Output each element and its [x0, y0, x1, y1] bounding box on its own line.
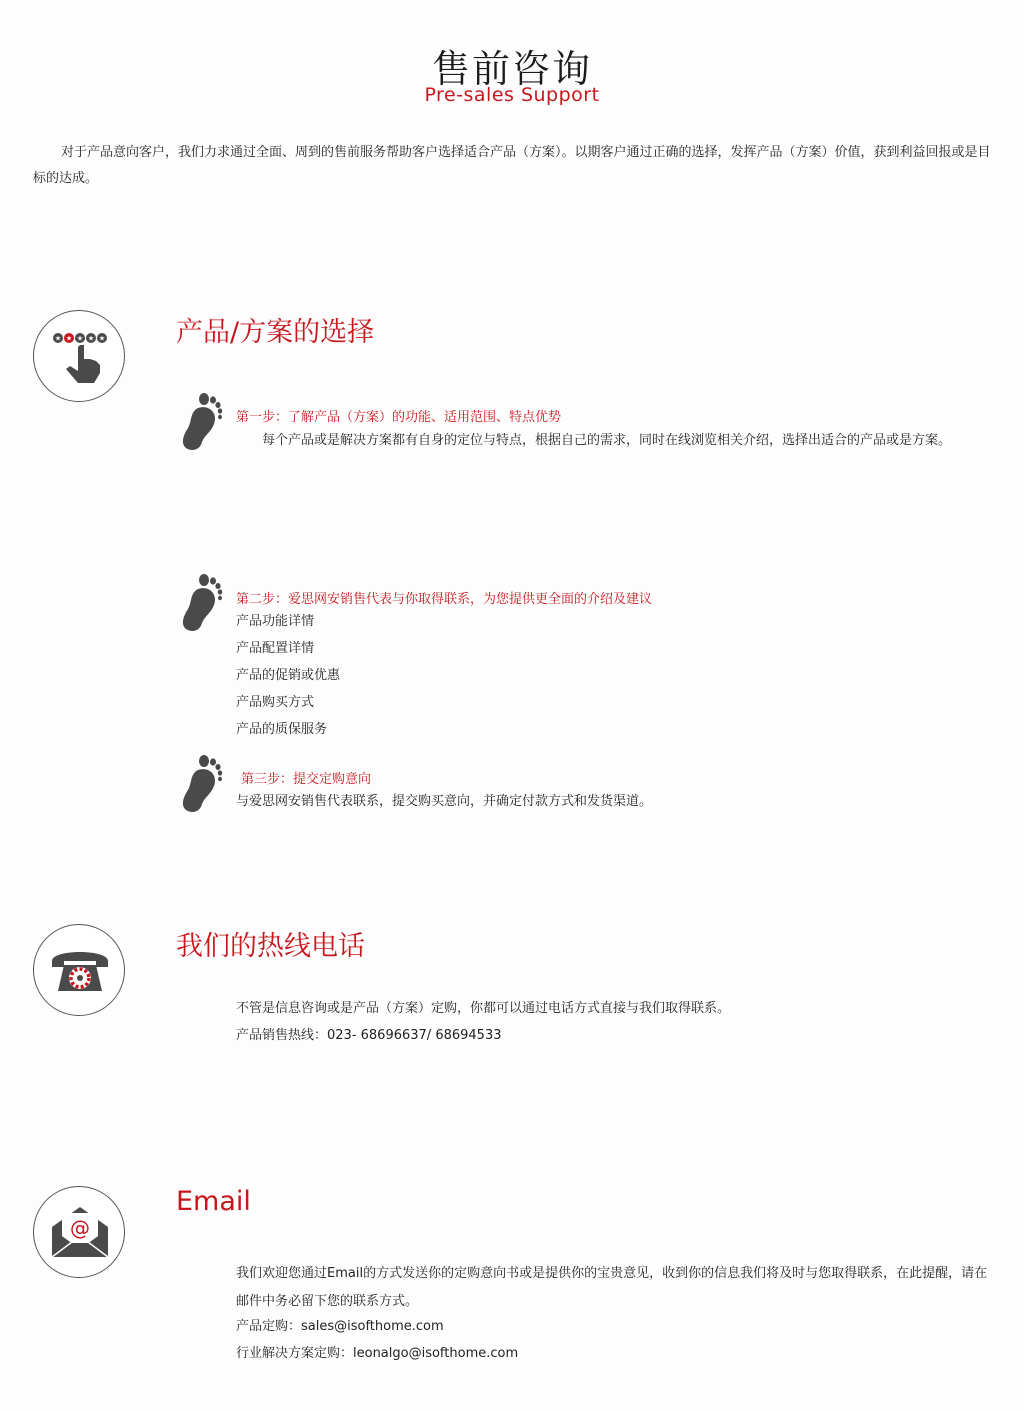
step1-title: 第一步：了解产品（方案）的功能、适用范围、特点优势: [236, 410, 562, 425]
footprint-icon: [178, 390, 224, 454]
svg-text:★: ★: [87, 334, 95, 343]
step1-body: 每个产品或是解决方案都有自身的定位与特点，根据自己的需求，同时在线浏览相关介绍，选择出适合的产品或是方案。: [262, 433, 952, 448]
step3-title: 第三步：提交定购意向: [241, 772, 372, 787]
email-sales-line: 产品定购：sales@isofthome.com: [236, 1319, 444, 1334]
email-industry-line: 行业解决方案定购：leonalgo@isofthome.com: [236, 1346, 519, 1361]
hotline-number: 产品销售热线：023- 68696637/ 68694533: [236, 1028, 502, 1043]
footprint-icon: [178, 571, 224, 635]
svg-text:@: @: [70, 1216, 90, 1240]
telephone-icon: [33, 924, 125, 1016]
list-item: 产品的促销或优惠: [236, 668, 341, 683]
list-item: 产品的质保服务: [236, 722, 328, 737]
svg-text:★: ★: [76, 334, 84, 343]
svg-text:★: ★: [98, 334, 106, 343]
step2-list: [236, 608, 340, 743]
step2-title: 第二步：爱思网安销售代表与你取得联系，为您提供更全面的介绍及建议: [236, 592, 653, 607]
intro-paragraph: 对于产品意向客户，我们力求通过全面、周到的售前服务帮助客户选择适合产品（方案）。以期客户通过正确的选择，发挥产品（方案）价值，获到利益回报或是目标的达成。: [33, 145, 991, 186]
section-heading-hotline: 我们的热线电话: [176, 931, 365, 962]
hotline-description: 不管是信息咨询或是产品（方案）定购，你都可以通过电话方式直接与我们取得联系。: [236, 1001, 731, 1016]
email-description: 我们欢迎您通过Email的方式发送你的定购意向书或是提供你的宝贵意见，收到你的信息我们将及时与您取得联系，在此提醒，请在邮件中务必留下您的联系方式。: [236, 1266, 988, 1309]
list-item: 产品功能详情: [236, 614, 315, 629]
footprint-icon: [178, 752, 224, 816]
svg-text:★: ★: [54, 334, 62, 343]
envelope-at-icon: [33, 1186, 125, 1278]
svg-text:★: ★: [65, 334, 73, 343]
page-subtitle: Pre-sales Support: [424, 84, 600, 106]
step3-body: 与爱思网安销售代表联系，提交购买意向，并确定付款方式和发货渠道。: [236, 794, 653, 809]
page-title: 售前咨询: [431, 47, 592, 91]
rating-hand-icon: [33, 310, 125, 402]
section-heading-selection: 产品/方案的选择: [176, 317, 375, 348]
list-item: 产品购买方式: [236, 695, 315, 710]
section-heading-email: Email: [176, 1186, 251, 1217]
list-item: 产品配置详情: [236, 641, 315, 656]
